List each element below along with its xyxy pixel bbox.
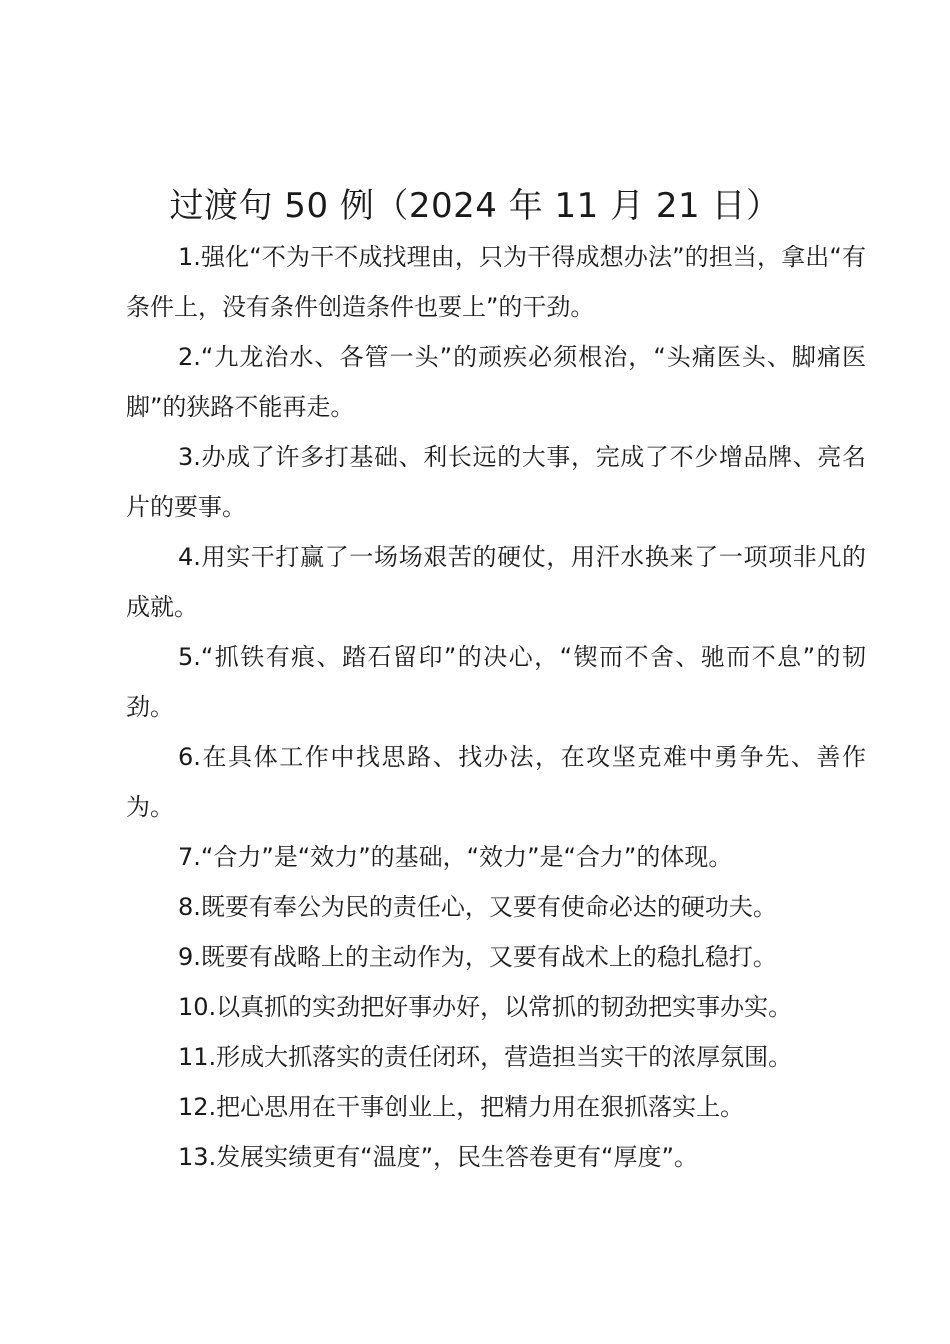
paragraph-item-1: 1.强化“不为干不成找理由，只为干得成想办法”的担当，拿出“有条件上，没有条件创造条件也要上”的干劲。 <box>126 243 866 321</box>
paragraph-item-3: 3.办成了许多打基础、利长远的大事，完成了不少增品牌、亮名片的要事。 <box>126 443 866 521</box>
paragraph-item-10: 10.以真抓的实劲把好事办好，以常抓的韧劲把实事办实。 <box>178 993 793 1021</box>
paragraph-item-11: 11.形成大抓落实的责任闭环，营造担当实干的浓厚氛围。 <box>178 1043 793 1071</box>
document-body <box>126 232 866 1182</box>
paragraph-item-12: 12.把心思用在干事创业上，把精力用在狠抓落实上。 <box>178 1093 745 1121</box>
paragraph-item-2: 2.“九龙治水、各管一头”的顽疾必须根治，“头痛医头、脚痛医脚”的狭路不能再走。 <box>126 343 866 421</box>
paragraph-item-9: 9.既要有战略上的主动作为，又要有战术上的稳扎稳打。 <box>178 943 777 971</box>
paragraph-item-13: 13.发展实绩更有“温度”，民生答卷更有“厚度”。 <box>178 1143 698 1171</box>
document-title: 过渡句 50 例（2024 年 11 月 21 日） <box>169 186 781 226</box>
paragraph-item-8: 8.既要有奉公为民的责任心，又要有使命必达的硬功夫。 <box>178 893 777 921</box>
paragraph-item-5: 5.“抓铁有痕、踏石留印”的决心，“锲而不舍、驰而不息”的韧劲。 <box>126 643 866 721</box>
paragraph-item-4: 4.用实干打赢了一场场艰苦的硬仗，用汗水换来了一项项非凡的成就。 <box>126 543 866 621</box>
paragraph-item-7: 7.“合力”是“效力”的基础，“效力”是“合力”的体现。 <box>178 843 733 871</box>
paragraph-item-6: 6.在具体工作中找思路、找办法，在攻坚克难中勇争先、善作为。 <box>126 743 866 821</box>
